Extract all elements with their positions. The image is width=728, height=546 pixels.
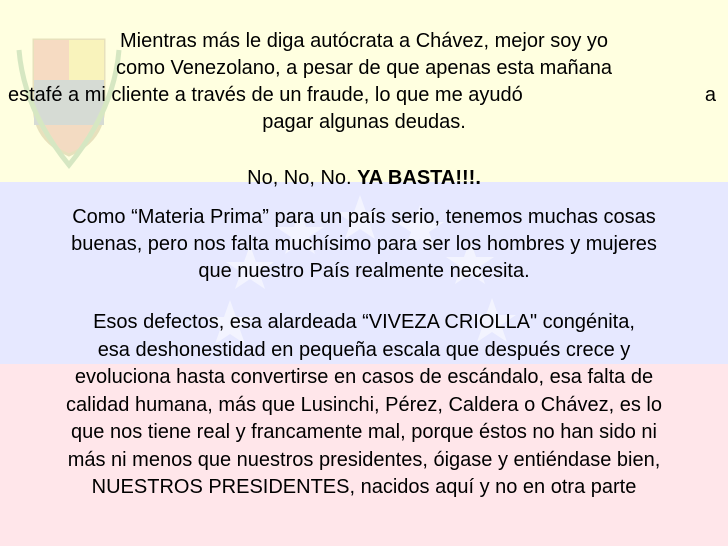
intro-line <box>0 82 728 109</box>
ya-basta-strong: YA BASTA!!!. <box>357 167 481 189</box>
paragraph-line: que nuestro País realmente necesita. <box>198 260 530 282</box>
intro-line-trailing: a <box>704 84 716 106</box>
paragraph-line: buenas, pero nos falta muchísimo para ser los hombres y mujeres <box>71 233 657 255</box>
ya-basta-line <box>0 165 728 192</box>
intro-paragraph <box>0 28 728 136</box>
paragraph-line: NUESTROS PRESIDENTES, nacidos aquí y no en otra parte <box>91 476 637 498</box>
intro-line-text: estafé a mi cliente a través de un fraude, lo que me ayudó <box>8 84 523 106</box>
intro-line: como Venezolano, a pesar de que apenas esta mañana <box>116 57 612 79</box>
intro-line: Mientras más le diga autócrata a Chávez, mejor soy yo <box>120 30 608 52</box>
paragraph-line: Como “Materia Prima” para un país serio, tenemos muchas cosas <box>72 206 656 228</box>
paragraph-line: más ni menos que nuestros presidentes, óigase y entiéndase bien, <box>67 448 661 471</box>
ya-basta-normal: No, No, No. <box>247 167 358 189</box>
viveza-criolla-paragraph <box>0 309 728 502</box>
paragraph-line: Esos defectos, esa alardeada “VIVEZA CRIOLLA" congénita, <box>93 311 635 333</box>
paragraph-line: evoluciona hasta convertirse en casos de escándalo, esa falta de <box>74 366 654 388</box>
paragraph-line: calidad humana, más que Lusinchi, Pérez, Caldera o Chávez, es lo <box>66 393 662 416</box>
intro-line: pagar algunas deudas. <box>262 111 466 133</box>
materia-prima-paragraph <box>0 204 728 285</box>
paragraph-line: que nos tiene real y francamente mal, porque éstos no han sido ni <box>71 421 657 443</box>
paragraph-line: esa deshonestidad en pequeña escala que después crece y <box>97 338 631 361</box>
